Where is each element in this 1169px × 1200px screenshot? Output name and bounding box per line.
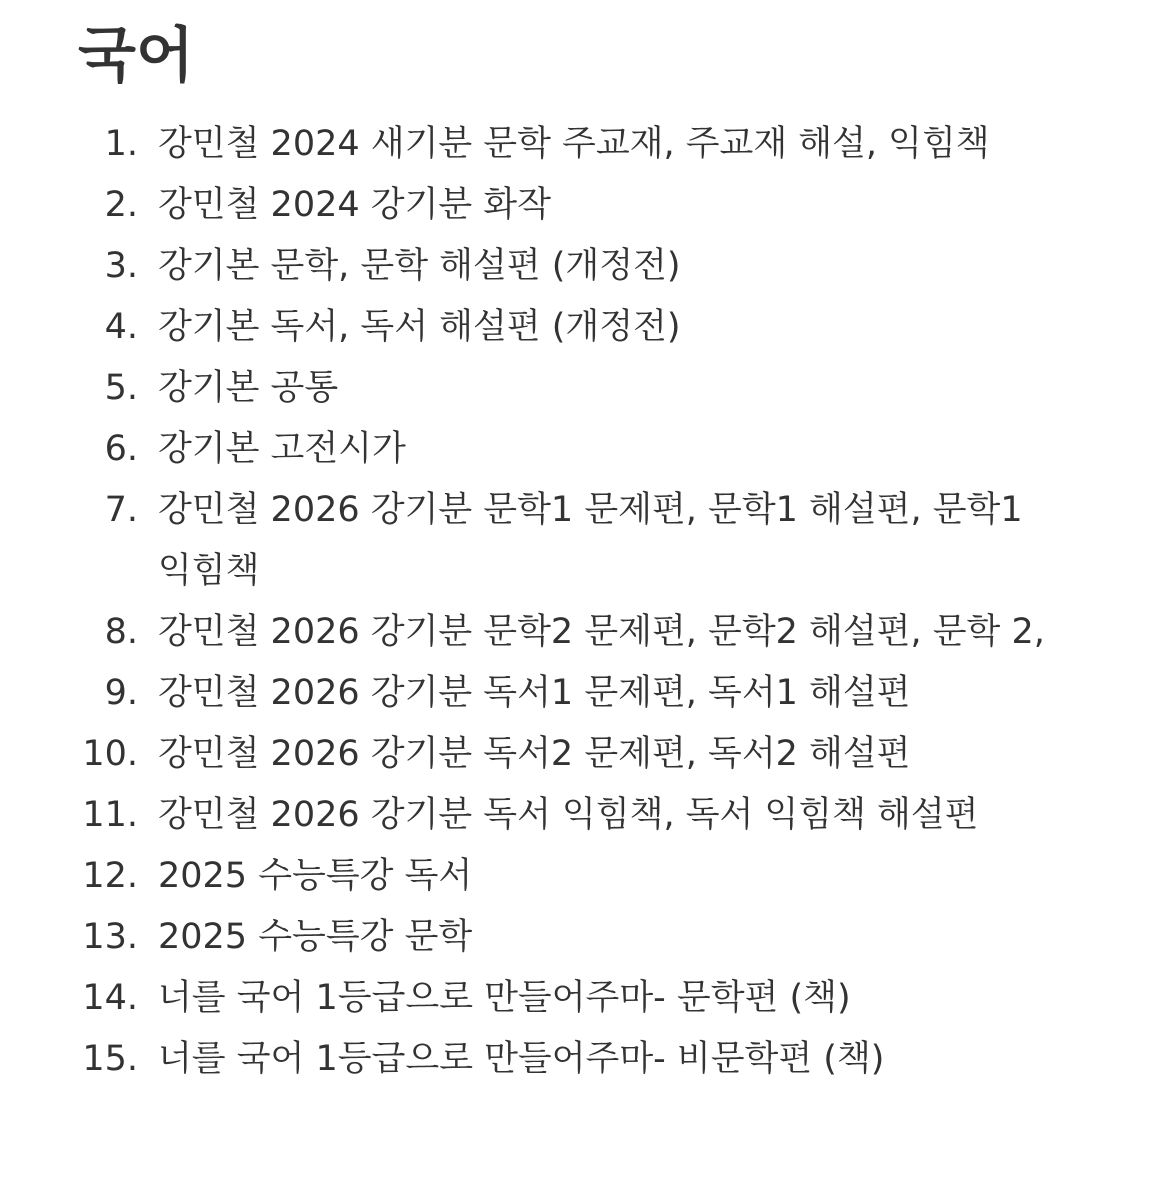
list-item-number: 1.: [104, 124, 138, 164]
list-item-text: 강기본 공통: [158, 368, 339, 408]
list-item: [0, 114, 1100, 175]
list-item-text: 강민철 2026 강기분 문학2 문제편, 문학2 해설편, 문학 2,: [158, 612, 1045, 652]
list-item-number: 14.: [82, 978, 138, 1018]
list-item-text: 강민철 2026 강기분 독서 익힘책, 독서 익힘책 해설편: [158, 795, 979, 835]
list-item-number: 10.: [82, 734, 138, 774]
book-list: [0, 114, 1100, 1090]
list-item-number: 9.: [104, 673, 138, 713]
list-item-text: 강민철 2026 강기분 문학1 문제편, 문학1 해설편, 문학1 익힘책: [158, 490, 1023, 591]
list-item: [0, 480, 1100, 602]
list-item: [0, 724, 1100, 785]
list-item: [0, 236, 1100, 297]
list-item: [0, 419, 1100, 480]
list-item-number: 13.: [82, 917, 138, 957]
list-item: [0, 907, 1100, 968]
list-item: [0, 968, 1100, 1029]
list-item-text: 2025 수능특강 문학: [158, 917, 473, 957]
list-item-number: 15.: [82, 1039, 138, 1079]
list-item-text: 너를 국어 1등급으로 만들어주마- 문학편 (책): [158, 978, 851, 1018]
list-item-text: 강민철 2024 강기분 화작: [158, 185, 551, 225]
list-item: [0, 175, 1100, 236]
list-item: [0, 1029, 1100, 1090]
list-item-number: 3.: [104, 246, 138, 286]
list-item: [0, 358, 1100, 419]
list-item-number: 8.: [104, 612, 138, 652]
list-item-text: 강기본 문학, 문학 해설편 (개정전): [158, 246, 681, 286]
list-item-text: 너를 국어 1등급으로 만들어주마- 비문학편 (책): [158, 1039, 885, 1079]
list-item-text: 강민철 2026 강기분 독서1 문제편, 독서1 해설편: [158, 673, 911, 713]
list-item-number: 5.: [104, 368, 138, 408]
list-item-number: 11.: [82, 795, 138, 835]
list-item-text: 강기본 독서, 독서 해설편 (개정전): [158, 307, 681, 347]
list-item-text: 강민철 2024 새기분 문학 주교재, 주교재 해설, 익힘책: [158, 124, 990, 164]
list-item-number: 12.: [82, 856, 138, 896]
list-item: [0, 297, 1100, 358]
list-item-number: 2.: [104, 185, 138, 225]
list-item-number: 4.: [104, 307, 138, 347]
list-item-text: 강민철 2026 강기분 독서2 문제편, 독서2 해설편: [158, 734, 911, 774]
list-item-text: 강기본 고전시가: [158, 429, 406, 469]
list-item-number: 6.: [104, 429, 138, 469]
list-item: [0, 602, 1100, 663]
page-title: 국어: [78, 21, 194, 91]
list-item: [0, 663, 1100, 724]
list-item: [0, 846, 1100, 907]
list-item-text: 2025 수능특강 독서: [158, 856, 473, 896]
list-item-number: 7.: [104, 490, 138, 530]
list-item: [0, 785, 1100, 846]
